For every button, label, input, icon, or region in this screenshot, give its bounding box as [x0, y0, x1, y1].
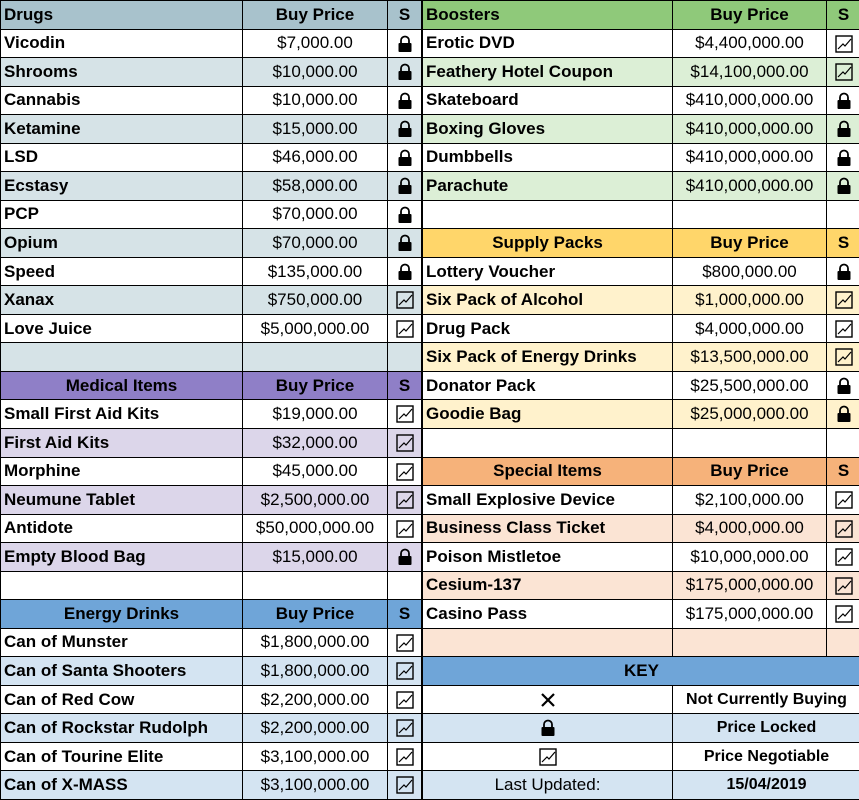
status-cell: [827, 371, 859, 400]
item-price: $2,100,000.00: [673, 486, 827, 515]
item-price: $750,000.00: [243, 286, 388, 315]
item-name: Business Class Ticket: [423, 514, 673, 543]
status-cell: [827, 115, 859, 144]
boosters-title: Boosters: [423, 1, 673, 30]
item-price: $4,000,000.00: [673, 314, 827, 343]
checkbox-icon: [395, 462, 415, 482]
item-name: Opium: [1, 229, 243, 258]
item-price: $19,000.00: [243, 400, 388, 429]
item-price: $10,000.00: [243, 86, 388, 115]
status-cell: [388, 58, 422, 87]
lock-icon: [834, 119, 854, 139]
status-cell: [388, 115, 422, 144]
special-item-row: [423, 600, 859, 629]
item-name: Can of Munster: [1, 628, 243, 657]
drugs-item-row: [1, 86, 422, 115]
item-name: Empty Blood Bag: [1, 543, 243, 572]
item-name: Six Pack of Energy Drinks: [423, 343, 673, 372]
item-price: $175,000,000.00: [673, 571, 827, 600]
lock-icon: [395, 262, 415, 282]
item-price: $1,800,000.00: [243, 657, 388, 686]
energy-title: Energy Drinks: [1, 600, 243, 629]
item-name: LSD: [1, 143, 243, 172]
left-column-table: [0, 0, 422, 800]
item-name: Donator Pack: [423, 371, 673, 400]
status-cell: [827, 86, 859, 115]
item-name: Can of X-MASS: [1, 771, 243, 800]
item-name: Erotic DVD: [423, 29, 673, 58]
item-price: $15,000.00: [243, 543, 388, 572]
checkbox-icon: [395, 718, 415, 738]
item-name: Can of Tourine Elite: [1, 742, 243, 771]
lock-icon: [395, 233, 415, 253]
item-price: $70,000.00: [243, 229, 388, 258]
lock-icon: [395, 91, 415, 111]
key-icon-cell: [423, 714, 673, 743]
item-price: $3,100,000.00: [243, 742, 388, 771]
item-price: $70,000.00: [243, 200, 388, 229]
energy-item-row: [1, 714, 422, 743]
key-row: [423, 742, 859, 771]
item-price: $410,000,000.00: [673, 172, 827, 201]
key-icon-cell: [423, 685, 673, 714]
status-cell: [388, 514, 422, 543]
item-name: Drug Pack: [423, 314, 673, 343]
status-cell: [827, 571, 859, 600]
last-updated-value: 15/04/2019: [673, 771, 859, 800]
drugs-item-row: [1, 172, 422, 201]
special-header-row: [423, 457, 859, 486]
checkbox-icon: [834, 490, 854, 510]
status-cell: [388, 457, 422, 486]
checkbox-icon: [395, 747, 415, 767]
buy-price-header: Buy Price: [673, 1, 827, 30]
item-name: Poison Mistletoe: [423, 543, 673, 572]
boosters-item-row: [423, 29, 859, 58]
checkbox-icon: [395, 433, 415, 453]
medical-item-row: [1, 543, 422, 572]
checkbox-icon: [834, 319, 854, 339]
status-cell: [388, 628, 422, 657]
status-header: S: [827, 457, 859, 486]
status-cell: [388, 86, 422, 115]
status-cell: [388, 172, 422, 201]
item-price: $800,000.00: [673, 257, 827, 286]
energy-item-row: [1, 628, 422, 657]
status-header: S: [388, 1, 422, 30]
right-column-table: [422, 0, 859, 800]
item-name: Cesium-137: [423, 571, 673, 600]
item-name: Casino Pass: [423, 600, 673, 629]
status-cell: [388, 143, 422, 172]
item-name: Ketamine: [1, 115, 243, 144]
item-name: Boxing Gloves: [423, 115, 673, 144]
item-price: $3,100,000.00: [243, 771, 388, 800]
status-cell: [827, 486, 859, 515]
key-header-row: [423, 657, 859, 686]
item-price: $15,000.00: [243, 115, 388, 144]
supply-item-row: [423, 400, 859, 429]
blank-row: [423, 428, 859, 457]
special-title: Special Items: [423, 457, 673, 486]
checkbox-icon: [834, 576, 854, 596]
item-price: $5,000,000.00: [243, 314, 388, 343]
item-name: Small Explosive Device: [423, 486, 673, 515]
status-cell: [388, 771, 422, 800]
item-name: Small First Aid Kits: [1, 400, 243, 429]
buy-price-header: Buy Price: [673, 457, 827, 486]
checkbox-icon: [834, 347, 854, 367]
item-price: $4,400,000.00: [673, 29, 827, 58]
lock-icon: [834, 262, 854, 282]
item-name: Six Pack of Alcohol: [423, 286, 673, 315]
blank-row: [423, 628, 859, 657]
status-cell: [827, 143, 859, 172]
lock-icon: [395, 205, 415, 225]
status-header: S: [827, 229, 859, 258]
item-name: Love Juice: [1, 314, 243, 343]
item-name: Feathery Hotel Coupon: [423, 58, 673, 87]
buy-price-header: Buy Price: [243, 600, 388, 629]
status-cell: [827, 172, 859, 201]
item-name: Neumune Tablet: [1, 486, 243, 515]
status-cell: [827, 514, 859, 543]
supply-header-row: [423, 229, 859, 258]
status-cell: [388, 486, 422, 515]
status-cell: [827, 400, 859, 429]
status-header: S: [827, 1, 859, 30]
item-price: $25,000,000.00: [673, 400, 827, 429]
item-name: Skateboard: [423, 86, 673, 115]
energy-item-row: [1, 685, 422, 714]
special-item-row: [423, 514, 859, 543]
boosters-header-row: [423, 1, 859, 30]
item-name: Lottery Voucher: [423, 257, 673, 286]
lock-icon: [395, 547, 415, 567]
item-name: Shrooms: [1, 58, 243, 87]
medical-item-row: [1, 428, 422, 457]
status-cell: [388, 657, 422, 686]
item-price: $2,200,000.00: [243, 714, 388, 743]
item-name: Vicodin: [1, 29, 243, 58]
medical-item-row: [1, 457, 422, 486]
status-cell: [827, 314, 859, 343]
item-name: PCP: [1, 200, 243, 229]
status-cell: [827, 257, 859, 286]
lock-icon: [395, 148, 415, 168]
medical-header-row: [1, 371, 422, 400]
energy-item-row: [1, 771, 422, 800]
item-price: $46,000.00: [243, 143, 388, 172]
special-item-row: [423, 571, 859, 600]
last-updated-label: Last Updated:: [423, 771, 673, 800]
checkbox-icon: [395, 319, 415, 339]
supply-item-row: [423, 257, 859, 286]
status-cell: [388, 229, 422, 258]
status-cell: [827, 286, 859, 315]
energy-item-row: [1, 742, 422, 771]
boosters-item-row: [423, 86, 859, 115]
medical-item-row: [1, 514, 422, 543]
item-name: Cannabis: [1, 86, 243, 115]
key-row: [423, 685, 859, 714]
boosters-item-row: [423, 115, 859, 144]
item-name: Speed: [1, 257, 243, 286]
key-label: Price Negotiable: [673, 742, 859, 771]
blank-row: [423, 200, 859, 229]
medical-title: Medical Items: [1, 371, 243, 400]
checkbox-icon: [395, 633, 415, 653]
item-price: $2,500,000.00: [243, 486, 388, 515]
drugs-item-row: [1, 143, 422, 172]
item-price: $58,000.00: [243, 172, 388, 201]
item-price: $45,000.00: [243, 457, 388, 486]
status-cell: [827, 58, 859, 87]
item-price: $32,000.00: [243, 428, 388, 457]
item-price: $4,000,000.00: [673, 514, 827, 543]
key-row: [423, 714, 859, 743]
status-cell: [388, 742, 422, 771]
item-price: $7,000.00: [243, 29, 388, 58]
checkbox-icon: [395, 404, 415, 424]
boosters-item-row: [423, 58, 859, 87]
drugs-title: Drugs: [1, 1, 243, 30]
lock-icon: [538, 718, 558, 738]
cross-icon: [538, 690, 558, 710]
status-cell: [388, 286, 422, 315]
supply-item-row: [423, 343, 859, 372]
item-price: $1,000,000.00: [673, 286, 827, 315]
status-cell: [827, 600, 859, 629]
buy-price-header: Buy Price: [243, 371, 388, 400]
medical-item-row: [1, 400, 422, 429]
status-cell: [388, 714, 422, 743]
item-price: $1,800,000.00: [243, 628, 388, 657]
drugs-item-row: [1, 314, 422, 343]
drugs-item-row: [1, 29, 422, 58]
key-label: Not Currently Buying: [673, 685, 859, 714]
lock-icon: [834, 176, 854, 196]
buy-price-header: Buy Price: [673, 229, 827, 258]
status-cell: [388, 543, 422, 572]
key-label: Price Locked: [673, 714, 859, 743]
checkbox-icon: [834, 34, 854, 54]
supply-item-row: [423, 286, 859, 315]
item-name: Can of Rockstar Rudolph: [1, 714, 243, 743]
supply-item-row: [423, 371, 859, 400]
item-price: $25,500,000.00: [673, 371, 827, 400]
status-cell: [827, 343, 859, 372]
item-name: Goodie Bag: [423, 400, 673, 429]
item-price: $175,000,000.00: [673, 600, 827, 629]
item-name: Parachute: [423, 172, 673, 201]
energy-item-row: [1, 657, 422, 686]
status-header: S: [388, 371, 422, 400]
item-price: $10,000,000.00: [673, 543, 827, 572]
drugs-item-row: [1, 200, 422, 229]
status-cell: [388, 257, 422, 286]
drugs-header-row: [1, 1, 422, 30]
item-price: $135,000.00: [243, 257, 388, 286]
special-item-row: [423, 486, 859, 515]
lock-icon: [395, 176, 415, 196]
lock-icon: [834, 148, 854, 168]
drugs-item-row: [1, 229, 422, 258]
energy-header-row: [1, 600, 422, 629]
blank-row: [1, 343, 422, 372]
status-cell: [388, 400, 422, 429]
lock-icon: [834, 91, 854, 111]
item-name: Antidote: [1, 514, 243, 543]
checkbox-icon: [395, 775, 415, 795]
status-cell: [388, 685, 422, 714]
supply-item-row: [423, 314, 859, 343]
item-price: $410,000,000.00: [673, 115, 827, 144]
boosters-item-row: [423, 143, 859, 172]
boosters-item-row: [423, 172, 859, 201]
checkbox-icon: [395, 519, 415, 539]
drugs-item-row: [1, 286, 422, 315]
checkbox-icon: [395, 290, 415, 310]
lock-icon: [834, 376, 854, 396]
item-price: $13,500,000.00: [673, 343, 827, 372]
checkbox-icon: [395, 690, 415, 710]
lock-icon: [395, 62, 415, 82]
checkbox-icon: [834, 547, 854, 567]
checkbox-icon: [834, 519, 854, 539]
last-updated-row: [423, 771, 859, 800]
lock-icon: [834, 404, 854, 424]
item-price: $410,000,000.00: [673, 143, 827, 172]
checkbox-icon: [834, 604, 854, 624]
checkbox-icon: [395, 661, 415, 681]
lock-icon: [395, 119, 415, 139]
status-cell: [388, 200, 422, 229]
key-icon-cell: [423, 742, 673, 771]
status-cell: [827, 543, 859, 572]
checkbox-icon: [834, 290, 854, 310]
status-header: S: [388, 600, 422, 629]
supply-title: Supply Packs: [423, 229, 673, 258]
special-item-row: [423, 543, 859, 572]
item-name: Xanax: [1, 286, 243, 315]
drugs-item-row: [1, 58, 422, 87]
status-cell: [388, 428, 422, 457]
item-price: $410,000,000.00: [673, 86, 827, 115]
item-name: Ecstasy: [1, 172, 243, 201]
item-name: Morphine: [1, 457, 243, 486]
item-name: Can of Santa Shooters: [1, 657, 243, 686]
status-cell: [388, 29, 422, 58]
status-cell: [388, 314, 422, 343]
item-price: $2,200,000.00: [243, 685, 388, 714]
item-price: $10,000.00: [243, 58, 388, 87]
blank-row: [1, 571, 422, 600]
item-name: Dumbbells: [423, 143, 673, 172]
drugs-item-row: [1, 257, 422, 286]
item-price: $14,100,000.00: [673, 58, 827, 87]
checkbox-icon: [834, 62, 854, 82]
key-title: KEY: [423, 657, 859, 686]
checkbox-icon: [395, 490, 415, 510]
buy-price-header: Buy Price: [243, 1, 388, 30]
checkbox-icon: [538, 747, 558, 767]
item-price: $50,000,000.00: [243, 514, 388, 543]
medical-item-row: [1, 486, 422, 515]
item-name: Can of Red Cow: [1, 685, 243, 714]
status-cell: [827, 29, 859, 58]
drugs-item-row: [1, 115, 422, 144]
item-name: First Aid Kits: [1, 428, 243, 457]
lock-icon: [395, 34, 415, 54]
